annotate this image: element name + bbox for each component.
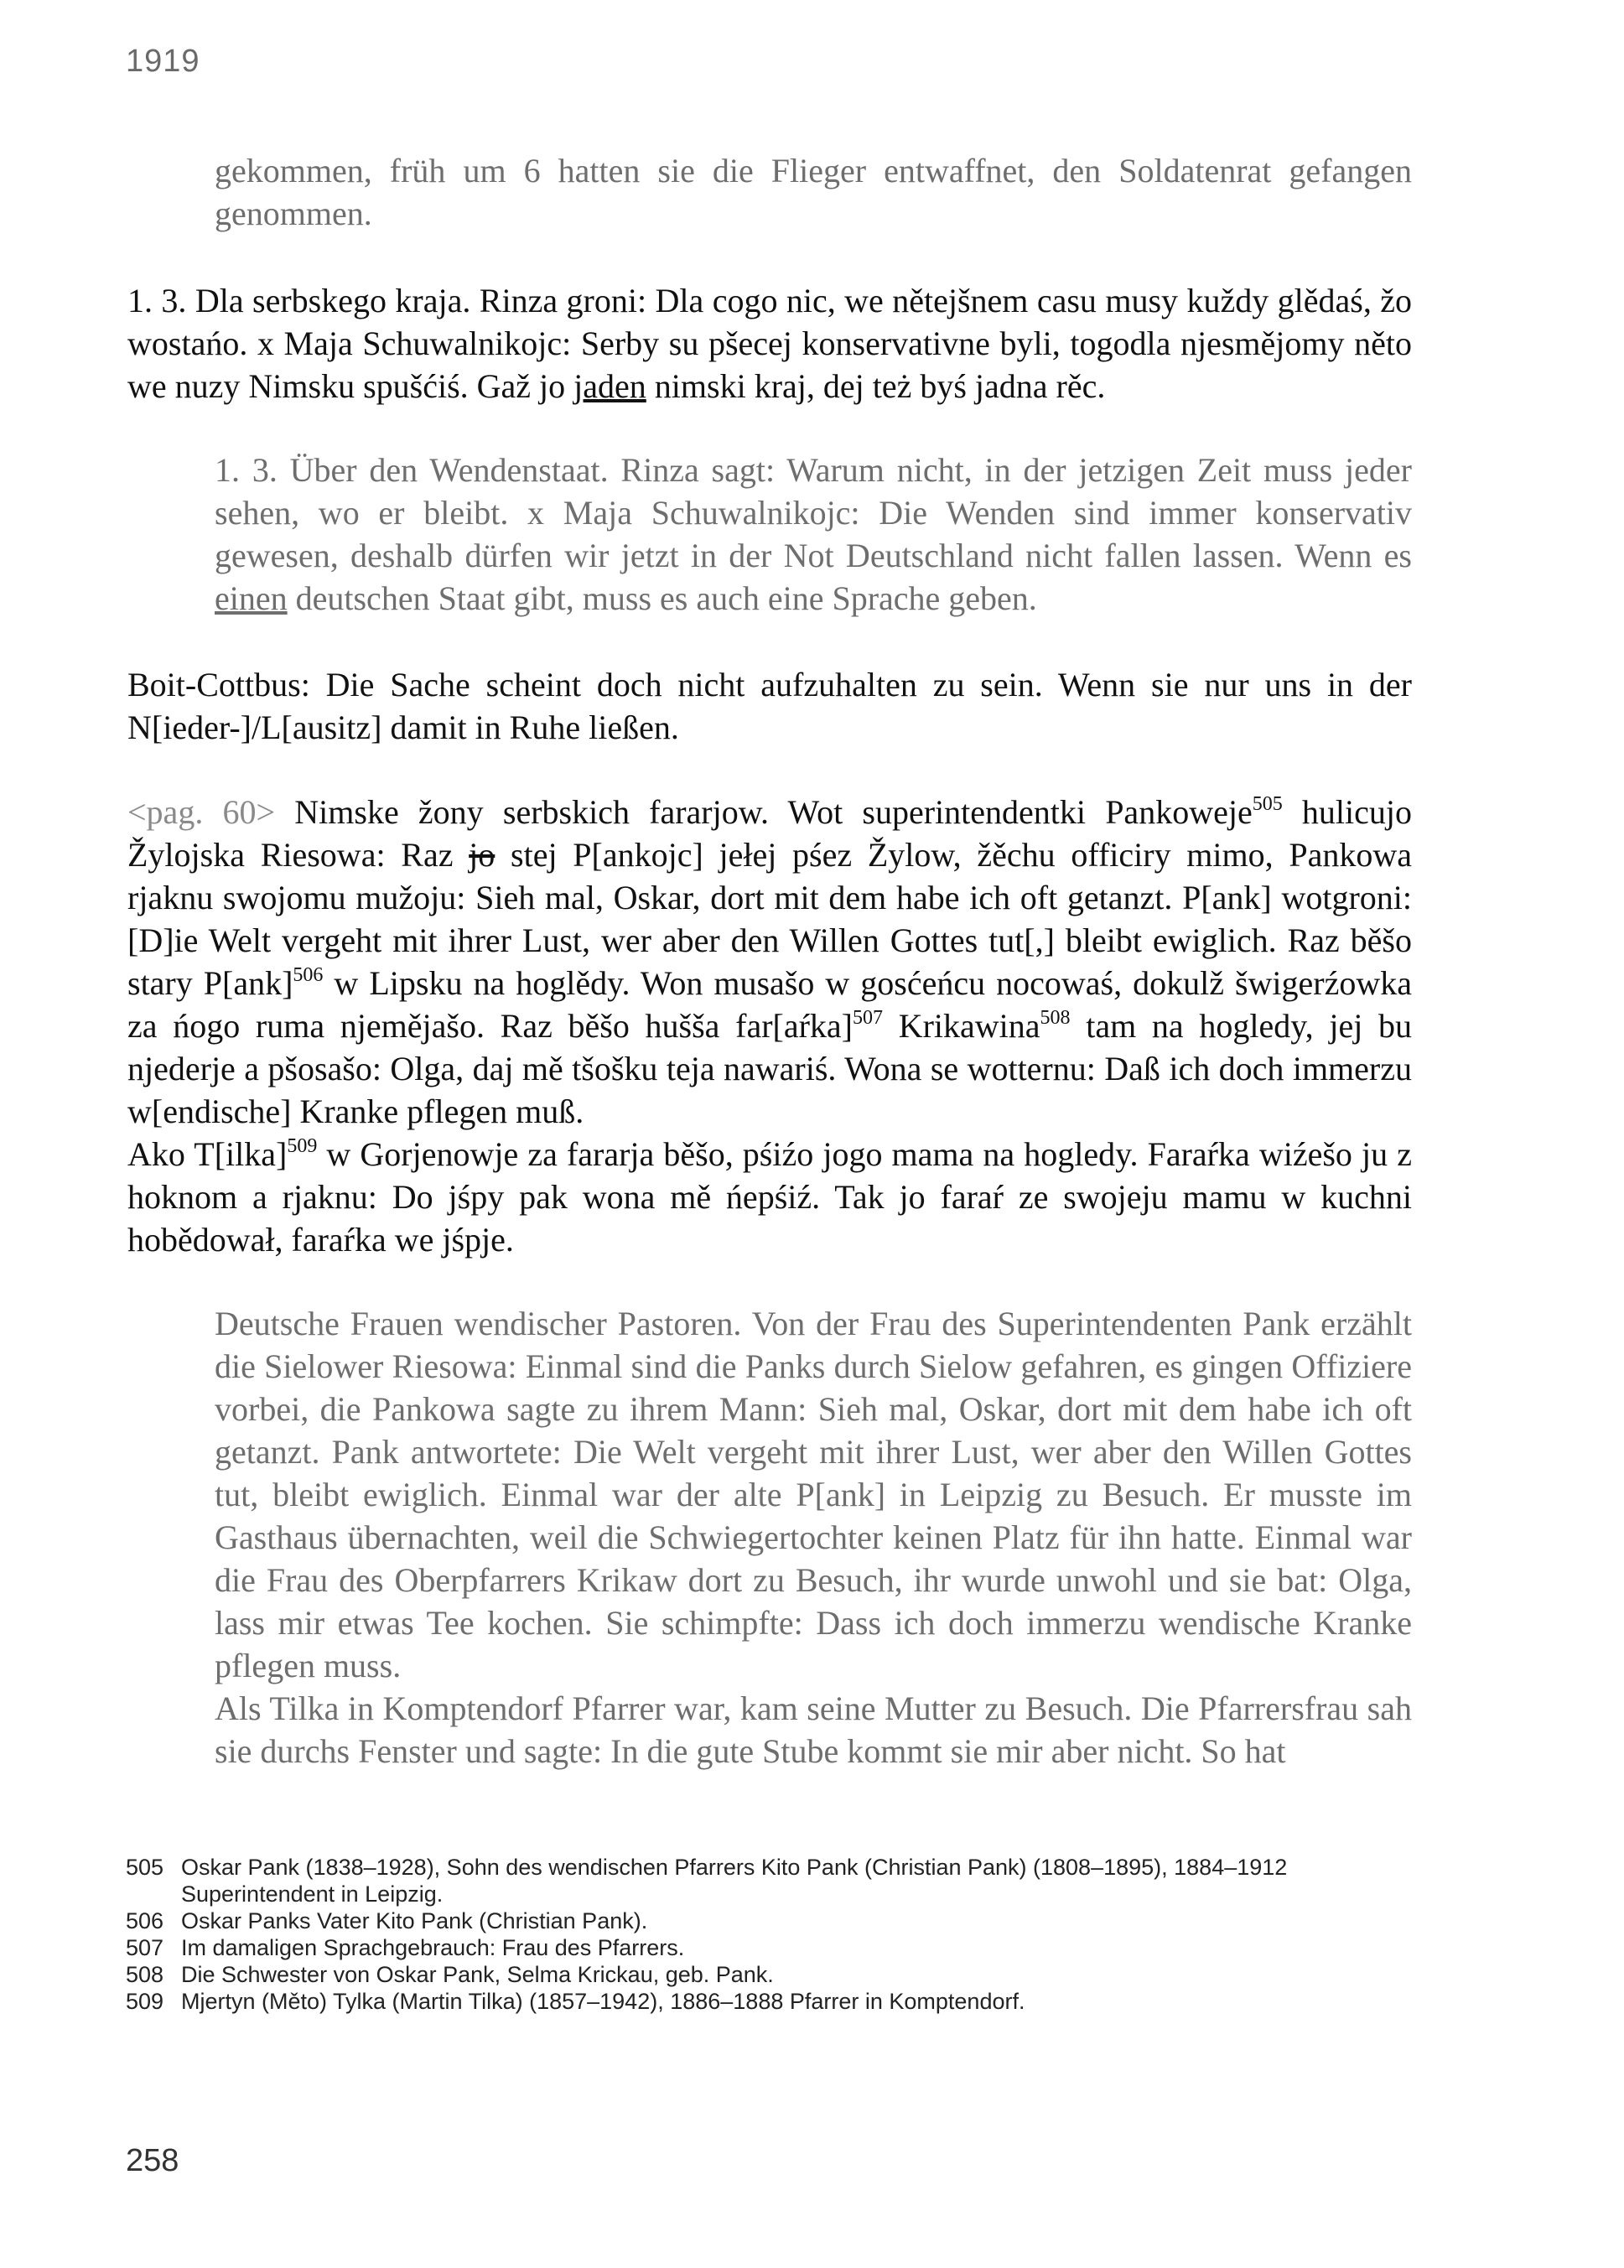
footnote-ref-508[interactable]: 508 [1040,1007,1071,1029]
footnote-509: 509 Mjertyn (Měto) Tylka (Martin Tilka) (1857–1942), 1886–1888 Pfarrer in Komptendorf. [126,1989,1025,2014]
source-paragraph-zony: <pag. 60> Nimske žony serbskich fararjow. Wot superintendentki Pankoweje$^{505}$ hulicujo Žylojska Riesowa: Raz jo stej P[ankojc] jełej pśez Žylow, žěchu officiry mimo, Pankowa rjaknu swojomu mužoju: Sieh mal, Oskar, dort mit dem habe ich oft getanzt. P[ank] wotgroni: [D]ie Welt vergeht mit ihrer Lust, wer aber den Willen Gottes tut[,] bleibt ewiglich. Raz běšo stary P[ank]$^{506}$ w Lipsku na hoglědy. Won musašo w gosćeńcu nocowaś, dokulž šwigerźowka za ńogo ruma njemějašo. Raz běšo hušša far[aŕka]$^{507}$ Krikawina$^{508}$ tam na hogledy, jej bu njederje a pšosašo: Olga, daj mě tšošku teja nawariś. Wona se wotternu: Daß ich doch immerzu w[endische] Kranke pflegen muß. [127,793,1413,1130]
page-number: 258 [126,2143,179,2178]
underlined-word: einen [215,579,288,617]
footnote-ref-507[interactable]: 507 [853,1007,884,1029]
footnote-506: 506 Oskar Panks Vater Kito Pank (Christian Pank). [126,1908,648,1933]
footnote-505: 505 Oskar Pank (1838–1928), Sohn des wendischen Pfarrers Kito Pank (Christian Pank) (1808–1895), 1884–1912 Superintendent in Leipzig. [126,1855,1288,1907]
translation-paragraph-top: gekommen, früh um 6 hatten sie die Flieger entwaffnet, den Soldatenrat gefangen genommen. [215,152,1412,232]
translation-paragraph-tilka: Als Tilka in Komptendorf Pfarrer war, kam seine Mutter zu Besuch. Die Pfarrersfrau sah sie durchs Fenster und sagte: In die gute Stube kommt sie mir aber nicht. So hat [215,1689,1412,1770]
source-section-zony [127,791,1412,1261]
source-paragraph-boit: Boit-Cottbus: Die Sache scheint doch nicht aufzuhalten zu sein. Wenn sie nur uns in der N[ieder-]/L[ausitz] damit in Ruhe ließen. [127,666,1412,746]
underlined-word: jaden [573,367,646,405]
source-paragraph-ako: Ako T[ilka]$^{509}$ w Gorjenowje za fararja běšo, pśiźo jogo mama na hogledy. Faraŕka wiźešo ju z hoknom a rjaknu: Do jśpy pak wona mě ńepśiź. Tak jo faraŕ ze swojeju mamu w kuchni hobědował, faraŕka we jśpje. [127,1135,1413,1259]
footnotes [126,1854,1417,2015]
translation-section-frauen [215,1302,1412,1772]
footnote-507: 507 Im damaligen Sprachgebrauch: Frau des Pfarrers. [126,1935,685,1960]
footnote-ref-506[interactable]: 506 [293,964,324,986]
translation-paragraph-frauen: Deutsche Frauen wendischer Pastoren. Von der Frau des Superintendenten Pank erzählt die Sielower Riesowa: Einmal sind die Panks durch Sielow gefahren, es gingen Offiziere vorbei, die Pankowa sagte zu ihrem Mann: Sieh mal, Oskar, dort mit dem habe ich oft getanzt. Pank antwortete: Die Welt vergeht mit ihrer Lust, wer aber den Willen Gottes tut, bleibt ewiglich. Einmal war der alte P[ank] in Leipzig zu Besuch. Er musste im Gasthaus übernachten, weil die Schwiegertochter keinen Platz für ihn hatte. Einmal war die Frau des Oberpfarrers Krikaw dort zu Besuch, ihr wurde unwohl und sie bat: Olga, lass mir etwas Tee kochen. Sie schimpfte: Dass ich doch immerzu wendische Kranke pflegen muss. [215,1305,1412,1684]
translation-paragraph-wendenstaat: 1. 3. Über den Wendenstaat. Rinza sagt: Warum nicht, in der jetzigen Zeit muss jeder sehen, wo er bleibt. x Maja Schuwalnikojc: Die Wenden sind immer konservativ gewesen, deshalb dürfen wir jetzt in der Not Deutschland nicht fallen lassen. Wenn es einen deutschen Staat gibt, muss es auch eine Sprache geben. [215,451,1412,617]
running-head: 1919 [126,44,200,79]
footnote-ref-509[interactable]: 509 [287,1135,318,1157]
footnote-508: 508 Die Schwester von Oskar Pank, Selma Krickau, geb. Pank. [126,1962,774,1987]
struck-word: jo [469,836,496,874]
footnote-ref-505[interactable]: 505 [1252,793,1283,815]
source-paragraph-serbske: 1. 3. Dla serbskego kraja. Rinza groni: Dla cogo nic, we nětejšnem casu musy kuždy glědaś, žo wostańo. x Maja Schuwalnikojc: Serby su pšecej konservativne byli, togodla njesmějomy něto we nuzy Nimsku spušćiś. Gaž jo jaden nimski kraj, dej też byś jadna rěc. [127,282,1412,405]
page-reference: <pag. 60> [127,793,276,831]
